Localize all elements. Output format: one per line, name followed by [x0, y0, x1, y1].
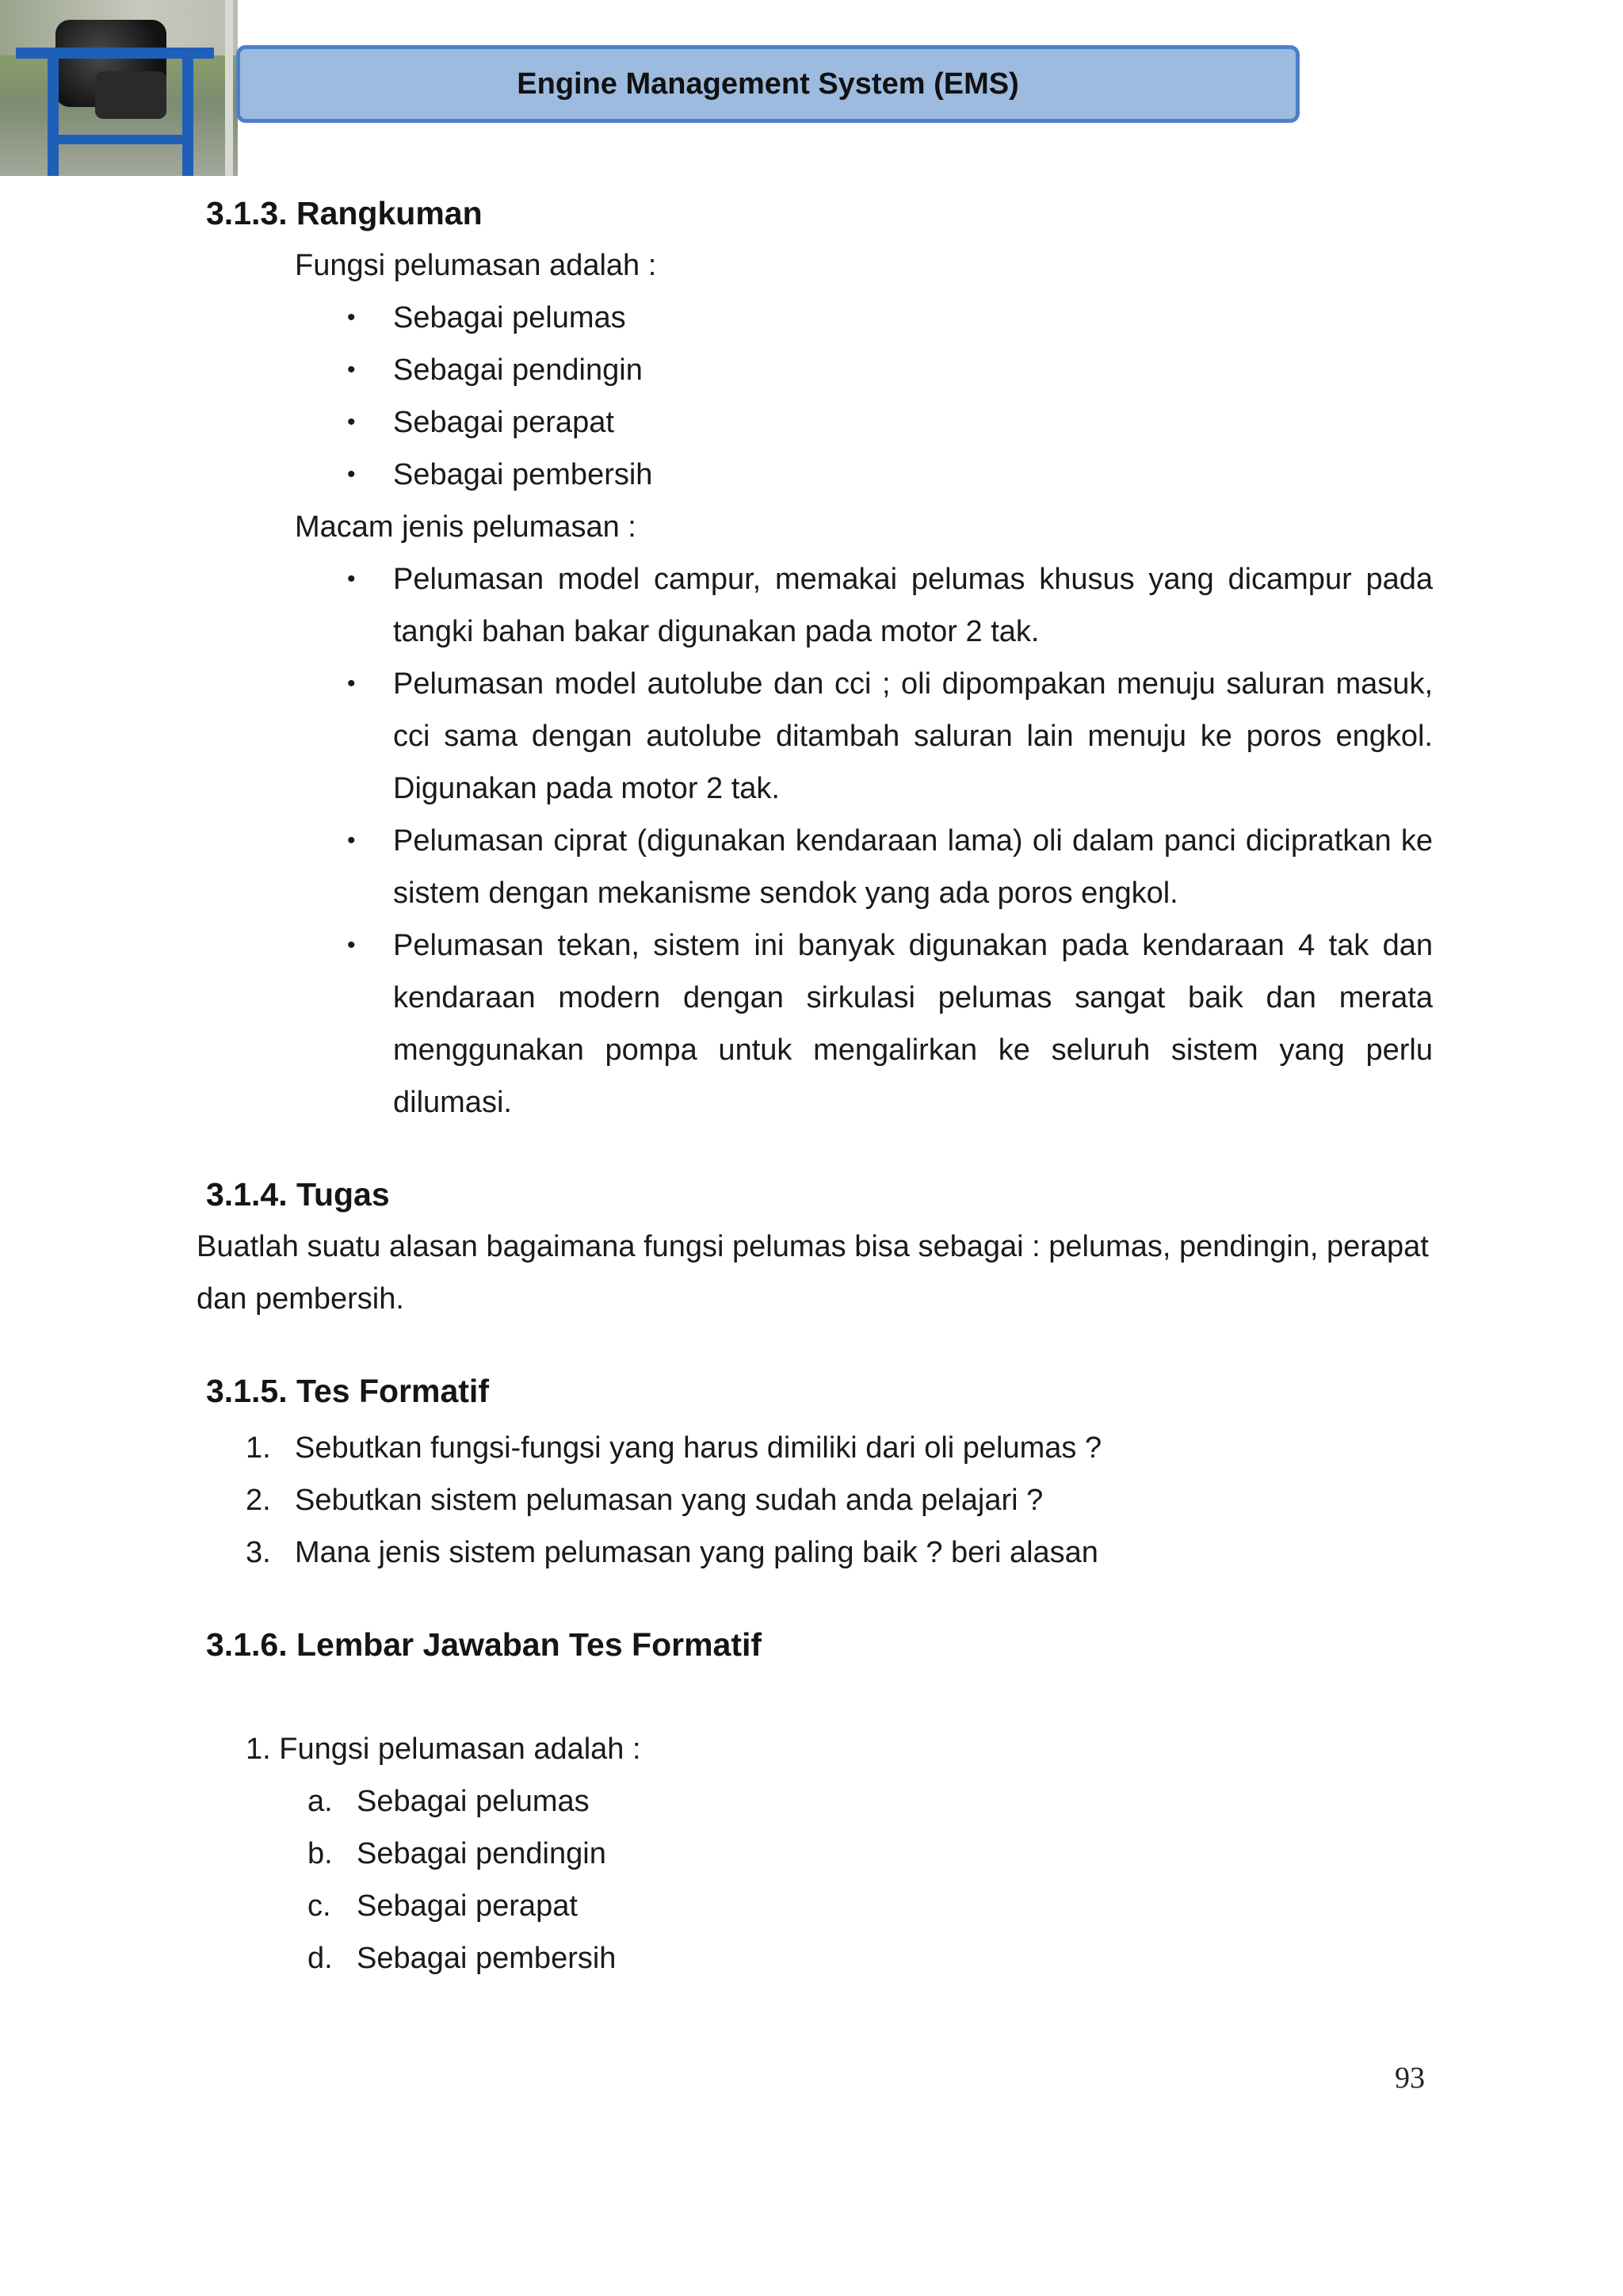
tugas-text: Buatlah suatu alasan bagaimana fungsi pelumas bisa sebagai : pelumas, pendingin, perapat dan pembersih. — [197, 1230, 1429, 1316]
list-item: c. Sebagai perapat — [307, 1889, 578, 1923]
fungsi-intro: Fungsi pelumasan adalah : — [295, 249, 657, 282]
list-item: d. Sebagai pembersih — [307, 1942, 617, 1975]
bullet-icon: • — [347, 409, 356, 435]
bullet-icon: • — [347, 461, 356, 487]
jawaban-question: 1. Fungsi pelumasan adalah : — [246, 1733, 641, 1766]
page-content — [197, 190, 1433, 1985]
list-item: • Pelumasan tekan, sistem ini banyak digunakan pada kendaraan 4 tak dan kendaraan modern dengan sirkulasi pelumas sangat baik dan merata menggunakan pompa untuk mengalirkan ke seluruh sistem yang perlu dilumasi. — [197, 919, 1433, 1129]
list-item: b. Sebagai pendingin — [307, 1837, 606, 1870]
section-heading-rangkuman: 3.1.3. Rangkuman — [206, 195, 483, 231]
section-heading-lembar-jawaban: 3.1.6. Lembar Jawaban Tes Formatif — [206, 1626, 762, 1663]
header-title: Engine Management System (EMS) — [517, 67, 1019, 101]
list-item: 2. Sebutkan sistem pelumasan yang sudah anda pelajari ? — [246, 1484, 1044, 1517]
bullet-icon: • — [347, 932, 356, 958]
bullet-icon: • — [347, 357, 356, 383]
list-item: • Sebagai pendingin — [197, 344, 1433, 396]
list-item: • Sebagai perapat — [197, 396, 1433, 449]
section-heading-tes-formatif: 3.1.5. Tes Formatif — [206, 1373, 489, 1409]
macam-intro: Macam jenis pelumasan : — [295, 510, 636, 544]
list-item: 1. Sebutkan fungsi-fungsi yang harus dimiliki dari oli pelumas ? — [246, 1431, 1102, 1465]
header-banner — [236, 45, 1300, 123]
list-item: • Sebagai pembersih — [197, 449, 1433, 501]
section-heading-tugas: 3.1.4. Tugas — [206, 1176, 390, 1213]
bullet-icon: • — [347, 670, 356, 697]
list-item: • Pelumasan model campur, memakai pelumas khusus yang dicampur pada tangki bahan bakar digunakan pada motor 2 tak. — [197, 553, 1433, 658]
bullet-icon: • — [347, 827, 356, 854]
list-item: • Pelumasan model autolube dan cci ; oli dipompakan menuju saluran masuk, cci sama dengan autolube ditambah saluran lain menuju ke poros engkol. Digunakan pada motor 2 tak. — [197, 658, 1433, 815]
list-item: • Sebagai pelumas — [197, 292, 1433, 344]
list-item: • Pelumasan ciprat (digunakan kendaraan lama) oli dalam panci dicipratkan ke sistem dengan mekanisme sendok yang ada poros engkol. — [197, 815, 1433, 919]
bullet-icon: • — [347, 566, 356, 592]
list-item: 3. Mana jenis sistem pelumasan yang paling baik ? beri alasan — [246, 1536, 1098, 1569]
list-item: a. Sebagai pelumas — [307, 1785, 590, 1818]
page-number: 93 — [1395, 2061, 1425, 2095]
bullet-icon: • — [347, 304, 356, 330]
header-engine-photo — [0, 0, 238, 176]
